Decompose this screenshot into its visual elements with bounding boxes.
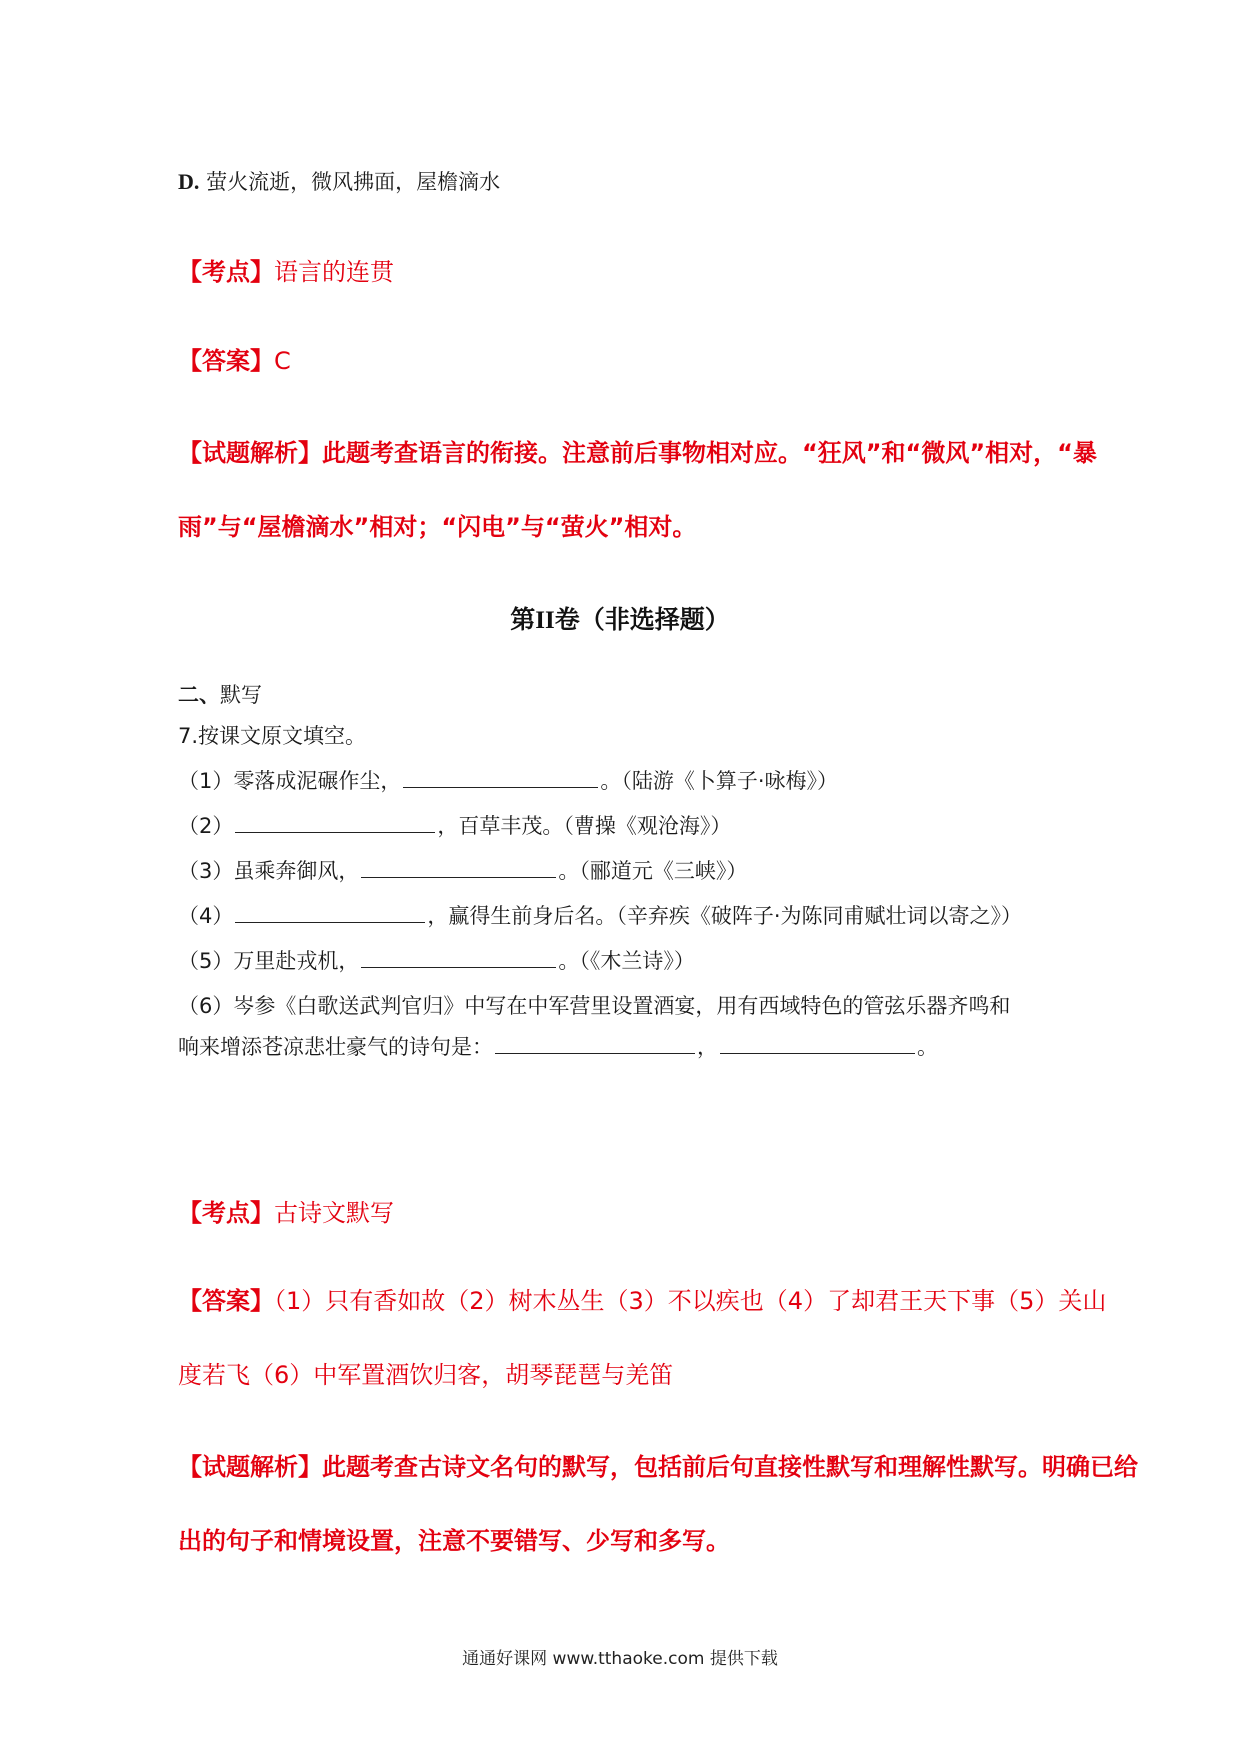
analysis-tag: 【试题解析】: [178, 439, 322, 467]
analysis-tag: 【试题解析】: [178, 1453, 322, 1481]
q7-item-6-line1: （6）岑参《白歌送武判官归》中写在中军营里设置酒宴，用有西域特色的管弦乐器齐鸣和: [178, 994, 1011, 1018]
item-prefix: （4）: [178, 904, 234, 928]
item-suffix: 。（陆游《卜算子·咏梅》）: [600, 769, 839, 793]
q7-answer-line2: 度若飞（6）中军置酒饮归客，胡琴琵琶与羌笛: [178, 1361, 674, 1389]
item-suffix: ，百草丰茂。（曹操《观沧海》）: [437, 814, 732, 838]
q7-item-4: [178, 900, 1022, 930]
q7-item-2: [178, 810, 731, 840]
q7-prompt: 7.按课文原文填空。: [178, 724, 367, 748]
q7-analysis-line1: [178, 1447, 1138, 1482]
q6-analysis-line2: [178, 507, 696, 542]
item-prefix: （5）万里赴戎机，: [178, 949, 360, 973]
item-separator: ，: [697, 1035, 718, 1059]
q6-analysis-line1: [178, 433, 1097, 468]
option-text: 萤火流逝，微风拂面，屋檐滴水: [206, 170, 501, 194]
q7-analysis-line2: 出的句子和情境设置，注意不要错写、少写和多写。: [178, 1527, 730, 1555]
q7-item-6-line2: [178, 1031, 938, 1061]
analysis-text: 此题考查语言的衔接。注意前后事物相对应。“狂风”和“微风”相对，“暴: [322, 439, 1097, 467]
item-suffix: 。: [917, 1035, 938, 1059]
q6-kaodian: [178, 252, 394, 287]
section2-heading: [178, 679, 262, 709]
q7-kaodian: [178, 1193, 394, 1228]
q6-answer: [178, 341, 291, 376]
part2-title: [0, 600, 1240, 636]
q7-answer-line1: [178, 1281, 1106, 1316]
title-suffix: 卷（非选择题）: [554, 605, 730, 634]
answer-tag: 【答案】: [178, 347, 274, 375]
fill-blank[interactable]: [495, 1052, 695, 1054]
q7-item-1: [178, 765, 838, 795]
fill-blank[interactable]: [403, 786, 598, 788]
section-number: 二、: [178, 683, 220, 707]
item-prefix: （1）零落成泥碾作尘，: [178, 769, 402, 793]
fill-blank[interactable]: [235, 921, 425, 923]
fill-blank[interactable]: [235, 831, 435, 833]
kaodian-text: 语言的连贯: [274, 258, 394, 286]
option-d: [178, 166, 500, 196]
option-letter: D.: [178, 169, 200, 194]
item-suffix: 。（《木兰诗》）: [558, 949, 695, 973]
q7-item-3: [178, 855, 747, 885]
answer-text: （1）只有香如故（2）树木丛生（3）不以疾也（4）了却君王天下事（5）关山: [274, 1287, 1107, 1315]
title-roman: II: [535, 607, 555, 634]
fill-blank[interactable]: [361, 876, 556, 878]
item-prefix: 响来增添苍凉悲壮豪气的诗句是：: [178, 1035, 493, 1059]
footer-source[interactable]: 通通好课网 www.tthaoke.com 提供下载: [462, 1649, 778, 1669]
item-prefix: （3）虽乘奔御风，: [178, 859, 360, 883]
analysis-text: 此题考查古诗文名句的默写，包括前后句直接性默写和理解性默写。明确已给: [322, 1453, 1138, 1481]
answer-text: C: [274, 347, 291, 375]
title-prefix: 第: [510, 605, 536, 634]
item-prefix: （2）: [178, 814, 234, 838]
item-suffix: 。（郦道元《三峡》）: [558, 859, 748, 883]
q7-item-5: [178, 945, 695, 975]
section-text: 默写: [220, 683, 262, 707]
kaodian-tag: 【考点】: [178, 258, 274, 286]
answer-tag: 【答案】: [178, 1287, 274, 1315]
item-suffix: ，赢得生前身后名。（辛弃疾《破阵子·为陈同甫赋壮词以寄之》）: [427, 904, 1023, 928]
fill-blank[interactable]: [720, 1052, 915, 1054]
kaodian-text: 古诗文默写: [274, 1199, 394, 1227]
analysis-text: 雨”与“屋檐滴水”相对；“闪电”与“萤火”相对。: [178, 513, 697, 541]
fill-blank[interactable]: [361, 966, 556, 968]
kaodian-tag: 【考点】: [178, 1199, 274, 1227]
